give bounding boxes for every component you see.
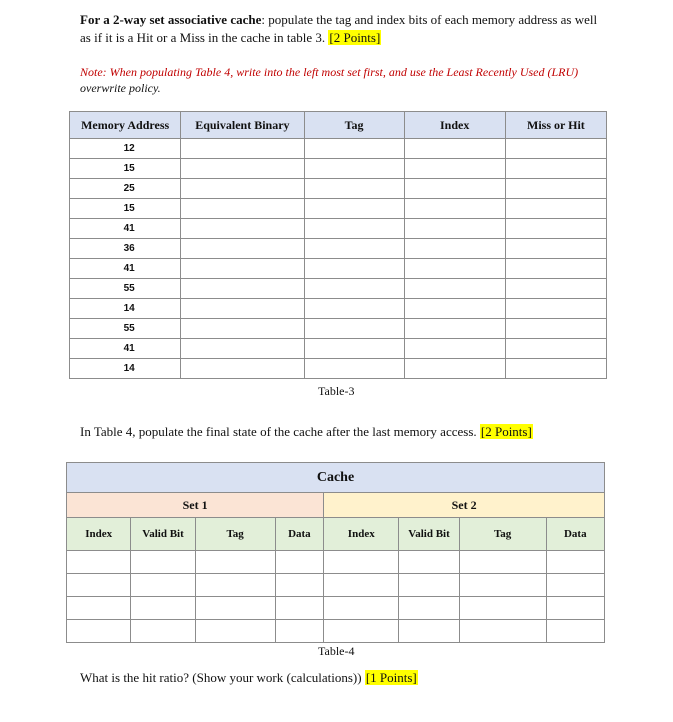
- intro-points: [2 Points]: [329, 30, 381, 45]
- index-cell[interactable]: [404, 199, 505, 219]
- tag-cell[interactable]: [304, 279, 404, 299]
- tag-cell[interactable]: [304, 299, 404, 319]
- memory-address-cell: 55: [70, 279, 181, 299]
- memory-address-cell: 55: [70, 319, 181, 339]
- miss-or-hit-cell[interactable]: [505, 279, 606, 299]
- equivalent-binary-cell[interactable]: [181, 259, 304, 279]
- table-row: [70, 259, 607, 279]
- table-4-cell[interactable]: [399, 551, 459, 574]
- equivalent-binary-cell[interactable]: [181, 339, 304, 359]
- equivalent-binary-cell[interactable]: [181, 179, 304, 199]
- col-miss-or-hit: Miss or Hit: [505, 112, 606, 139]
- memory-address-cell: 12: [70, 139, 181, 159]
- table-4-cell[interactable]: [67, 574, 131, 597]
- table-4-cell[interactable]: [275, 574, 324, 597]
- tag-cell[interactable]: [304, 219, 404, 239]
- table-4-cell[interactable]: [459, 620, 546, 643]
- note-lru: (LRU): [547, 65, 579, 79]
- tag-cell[interactable]: [304, 319, 404, 339]
- table-4-cell[interactable]: [195, 551, 275, 574]
- table-4-cell[interactable]: [459, 551, 546, 574]
- memory-address-cell: 25: [70, 179, 181, 199]
- miss-or-hit-cell[interactable]: [505, 299, 606, 319]
- miss-or-hit-cell[interactable]: [505, 259, 606, 279]
- set2-data-header: Data: [546, 518, 604, 551]
- table-4-header-row: [67, 518, 605, 551]
- question-text: What is the hit ratio? (Show your work (calculations)): [80, 670, 362, 685]
- miss-or-hit-cell[interactable]: [505, 179, 606, 199]
- table-4-cell[interactable]: [546, 574, 604, 597]
- table-4-cell[interactable]: [459, 597, 546, 620]
- table-4-cell[interactable]: [546, 551, 604, 574]
- memory-address-cell: 15: [70, 159, 181, 179]
- index-cell[interactable]: [404, 279, 505, 299]
- miss-or-hit-cell[interactable]: [505, 319, 606, 339]
- miss-or-hit-cell[interactable]: [505, 339, 606, 359]
- table-4-cell[interactable]: [195, 620, 275, 643]
- index-cell[interactable]: [404, 159, 505, 179]
- note-tail: overwrite policy.: [80, 81, 161, 95]
- table-4-cell[interactable]: [131, 574, 195, 597]
- miss-or-hit-cell[interactable]: [505, 159, 606, 179]
- memory-address-cell: 41: [70, 339, 181, 359]
- set2-index-header: Index: [324, 518, 399, 551]
- table-row: [70, 159, 607, 179]
- tag-cell[interactable]: [304, 239, 404, 259]
- table-4-cell[interactable]: [67, 551, 131, 574]
- miss-or-hit-cell[interactable]: [505, 239, 606, 259]
- table-4-cell[interactable]: [399, 597, 459, 620]
- table-3: [69, 111, 607, 379]
- tag-cell[interactable]: [304, 199, 404, 219]
- table-4-cell[interactable]: [275, 551, 324, 574]
- set2-tag-header: Tag: [459, 518, 546, 551]
- tag-cell[interactable]: [304, 139, 404, 159]
- question-points: [1 Points]: [365, 670, 417, 685]
- index-cell[interactable]: [404, 139, 505, 159]
- table-row: [70, 139, 607, 159]
- equivalent-binary-cell[interactable]: [181, 279, 304, 299]
- equivalent-binary-cell[interactable]: [181, 239, 304, 259]
- tag-cell[interactable]: [304, 359, 404, 379]
- index-cell[interactable]: [404, 239, 505, 259]
- table-row: [70, 359, 607, 379]
- question-paragraph: [80, 670, 418, 686]
- index-cell[interactable]: [404, 359, 505, 379]
- note-text: Note: When populating Table 4, write into the left most set first, and use the Least Recently Used: [80, 65, 548, 79]
- paragraph-2: [80, 424, 533, 440]
- table-4-cell[interactable]: [324, 620, 399, 643]
- table-4-cell[interactable]: [324, 597, 399, 620]
- equivalent-binary-cell[interactable]: [181, 319, 304, 339]
- table-4-caption: Table-4: [318, 644, 355, 658]
- table-4-cell[interactable]: [131, 597, 195, 620]
- memory-address-cell: 14: [70, 299, 181, 319]
- memory-address-cell: 15: [70, 199, 181, 219]
- table-4-cell[interactable]: [275, 597, 324, 620]
- tag-cell[interactable]: [304, 159, 404, 179]
- set1-valid-bit-header: Valid Bit: [131, 518, 195, 551]
- index-cell[interactable]: [404, 299, 505, 319]
- intro-bold-lead: For a 2-way set associative cache: [80, 12, 262, 27]
- index-cell[interactable]: [404, 219, 505, 239]
- table-4-row: [67, 574, 605, 597]
- tag-cell[interactable]: [304, 339, 404, 359]
- set-1-header: Set 1: [67, 493, 324, 518]
- set-2-header: Set 2: [324, 493, 605, 518]
- miss-or-hit-cell[interactable]: [505, 359, 606, 379]
- equivalent-binary-cell[interactable]: [181, 139, 304, 159]
- table-4-cell[interactable]: [275, 620, 324, 643]
- note-paragraph: [80, 64, 600, 96]
- table-row: [70, 319, 607, 339]
- table-4-row: [67, 620, 605, 643]
- table-row: [70, 199, 607, 219]
- table-4-cell[interactable]: [324, 551, 399, 574]
- index-cell[interactable]: [404, 179, 505, 199]
- set1-data-header: Data: [275, 518, 324, 551]
- miss-or-hit-cell[interactable]: [505, 199, 606, 219]
- tag-cell[interactable]: [304, 259, 404, 279]
- intro-paragraph: [80, 11, 600, 47]
- equivalent-binary-cell[interactable]: [181, 299, 304, 319]
- table-4-cell[interactable]: [67, 620, 131, 643]
- table-4-cell[interactable]: [67, 597, 131, 620]
- table-4-row: [67, 597, 605, 620]
- table-row: [70, 279, 607, 299]
- table-row: [70, 219, 607, 239]
- table-3-caption: Table-3: [318, 384, 355, 398]
- set2-valid-bit-header: Valid Bit: [399, 518, 459, 551]
- equivalent-binary-cell[interactable]: [181, 219, 304, 239]
- table-4-row: [67, 551, 605, 574]
- table-4-cell[interactable]: [546, 620, 604, 643]
- col-memory-address: Memory Address: [70, 112, 181, 139]
- set1-tag-header: Tag: [195, 518, 275, 551]
- memory-address-cell: 14: [70, 359, 181, 379]
- table-row: [70, 339, 607, 359]
- tag-cell[interactable]: [304, 179, 404, 199]
- table-4-cell[interactable]: [195, 574, 275, 597]
- table-4-cell[interactable]: [131, 551, 195, 574]
- table-4: [66, 462, 605, 643]
- index-cell[interactable]: [404, 319, 505, 339]
- equivalent-binary-cell[interactable]: [181, 359, 304, 379]
- miss-or-hit-cell[interactable]: [505, 139, 606, 159]
- index-cell[interactable]: [404, 259, 505, 279]
- set1-index-header: Index: [67, 518, 131, 551]
- table-row: [70, 239, 607, 259]
- cache-title: Cache: [67, 463, 605, 493]
- memory-address-cell: 41: [70, 219, 181, 239]
- table-4-cell[interactable]: [399, 574, 459, 597]
- miss-or-hit-cell[interactable]: [505, 219, 606, 239]
- equivalent-binary-cell[interactable]: [181, 199, 304, 219]
- table-4-cell[interactable]: [195, 597, 275, 620]
- memory-address-cell: 41: [70, 259, 181, 279]
- paragraph-2-text: In Table 4, populate the final state of the cache after the last memory access.: [80, 424, 477, 439]
- col-index: Index: [404, 112, 505, 139]
- table-4-cell[interactable]: [324, 574, 399, 597]
- col-equivalent-binary: Equivalent Binary: [181, 112, 304, 139]
- intro-text: : populate the tag and index bits of each memory address as well as if it is a Hit or a Miss in the cache in table 3.: [80, 12, 598, 45]
- equivalent-binary-cell[interactable]: [181, 159, 304, 179]
- table-4-cell[interactable]: [131, 620, 195, 643]
- table-3-header-row: [70, 112, 607, 139]
- table-4-cell[interactable]: [399, 620, 459, 643]
- table-4-cell[interactable]: [546, 597, 604, 620]
- table-4-cell[interactable]: [459, 574, 546, 597]
- memory-address-cell: 36: [70, 239, 181, 259]
- paragraph-2-points: [2 Points]: [480, 424, 532, 439]
- index-cell[interactable]: [404, 339, 505, 359]
- table-row: [70, 179, 607, 199]
- table-row: [70, 299, 607, 319]
- col-tag: Tag: [304, 112, 404, 139]
